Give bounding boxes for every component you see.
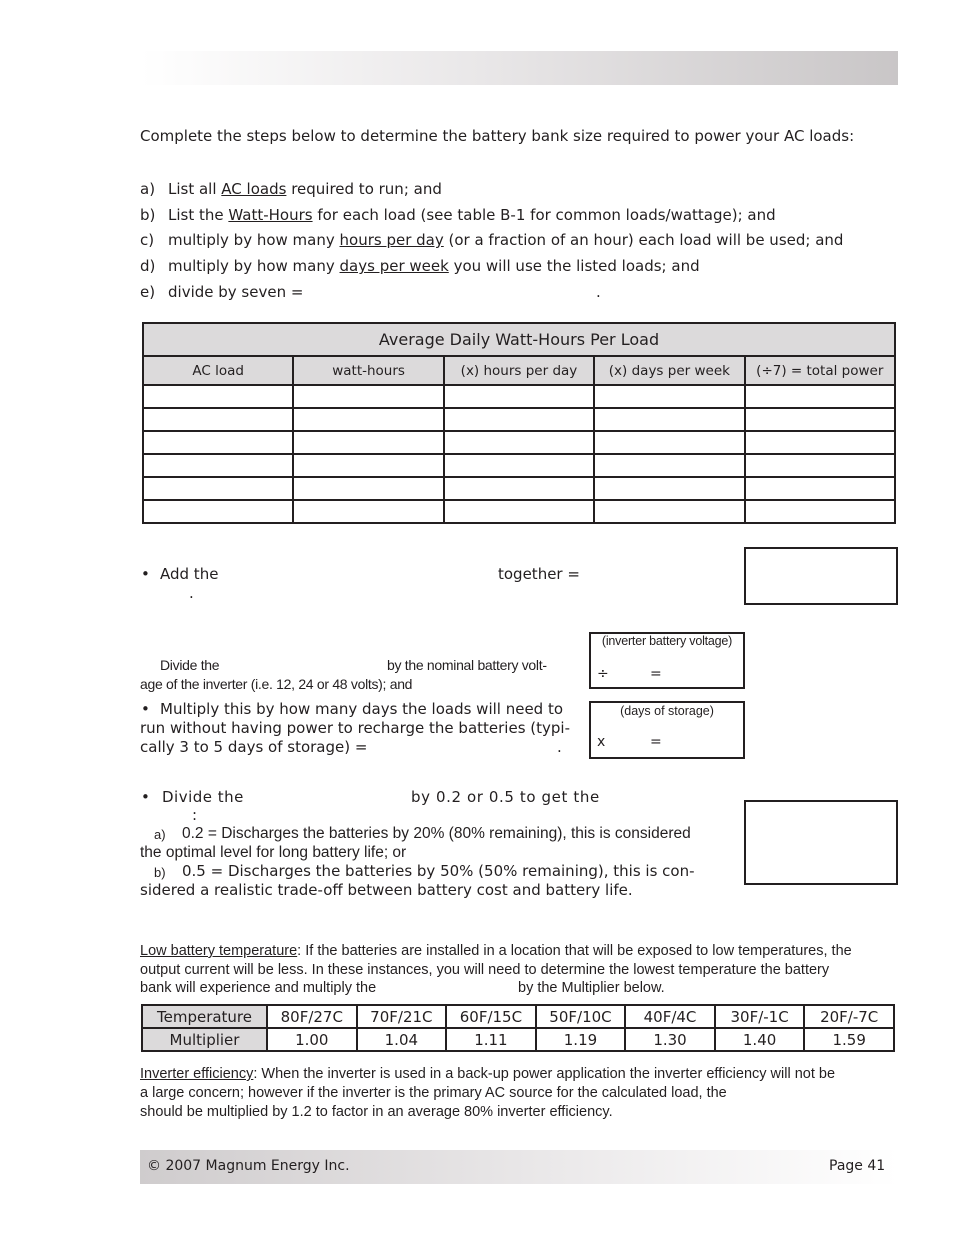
step-keyword: AC loads <box>221 180 287 198</box>
multiplier-cell: 1.00 <box>267 1028 357 1051</box>
low-temp-heading: Low battery temperature <box>140 943 298 959</box>
table-cell[interactable] <box>594 454 744 477</box>
step-keyword: Watt-Hours <box>228 206 313 224</box>
multiply-days-line1: Multiply this by how many days the loads will need to <box>160 700 564 718</box>
inverter-eff-line1: Inverter efficiency: When the inverter is used in a back-up power application the inverter efficiency will not be <box>140 1066 836 1082</box>
table-cell[interactable] <box>444 500 594 523</box>
table-cell[interactable] <box>745 454 895 477</box>
option-a-line1: 0.2 = Discharges the batteries by 20% (80% remaining), this is considered <box>182 825 691 842</box>
table-row <box>143 454 895 477</box>
table-row <box>142 1028 894 1051</box>
table-cell[interactable] <box>444 431 594 454</box>
col-header-hours-per-day: (x) hours per day <box>444 356 594 385</box>
multiplier-cell: 1.19 <box>536 1028 626 1051</box>
together-text: together = <box>498 565 580 583</box>
table-cell[interactable] <box>745 431 895 454</box>
temperature-table <box>141 1004 895 1052</box>
equals-sign: = <box>650 734 662 750</box>
divide-the-text: Divide the <box>160 657 220 673</box>
add-period: . <box>189 584 194 602</box>
divide-sign: ÷ <box>597 666 609 682</box>
table-cell[interactable] <box>745 500 895 523</box>
total-power-box[interactable] <box>744 547 898 605</box>
step-c: c) multiply by how many hours per day (or a fraction of an hour) each load will be used; and <box>140 231 844 249</box>
table-cell[interactable] <box>444 385 594 408</box>
voltage-box-label: (inverter battery voltage) <box>601 634 733 648</box>
low-temp-line2: output current will be less. In these instances, you will need to determine the lowest temperature the battery <box>140 962 830 978</box>
table-row <box>143 500 895 523</box>
option-label: b) <box>154 865 166 880</box>
table-cell[interactable] <box>143 431 293 454</box>
intro-text: Complete the steps below to determine the battery bank size required to power your AC loads: <box>140 127 855 145</box>
table-cell[interactable] <box>143 454 293 477</box>
divide-voltage-text-line2: age of the inverter (i.e. 12, 24 or 48 volts); and <box>140 676 413 692</box>
inverter-eff-line3: should be multiplied by 1.2 to factor in an average 80% inverter efficiency. <box>140 1104 613 1120</box>
step-keyword: days per week <box>339 257 449 275</box>
table-cell[interactable] <box>143 385 293 408</box>
add-the-text: Add the <box>160 565 219 583</box>
divide-the-text: Divide the <box>162 788 244 806</box>
table-cell[interactable] <box>143 500 293 523</box>
table-cell[interactable] <box>293 385 443 408</box>
multiply-period: . <box>557 738 562 756</box>
table-row <box>143 477 895 500</box>
table-cell[interactable] <box>293 477 443 500</box>
bullet-dot: • <box>141 700 150 718</box>
temp-cell: 50F/10C <box>536 1005 626 1028</box>
table-cell[interactable] <box>143 408 293 431</box>
load-table <box>142 322 896 524</box>
multiplier-cell: 1.04 <box>357 1028 447 1051</box>
multiply-days-line2: run without having power to recharge the batteries (typi- <box>140 719 570 737</box>
low-temp-line1: Low battery temperature: If the batteries are installed in a location that will be exposed to low temperatures, the <box>140 943 852 959</box>
table-cell[interactable] <box>444 454 594 477</box>
option-a-line2: the optimal level for long battery life; or <box>140 844 407 861</box>
multiplier-cell: 1.30 <box>625 1028 715 1051</box>
low-temp-line3-pre: bank will experience and multiply the <box>140 980 377 996</box>
table-cell[interactable] <box>293 431 443 454</box>
multiply-sign: x <box>597 734 606 750</box>
inverter-eff-heading: Inverter efficiency <box>140 1066 254 1082</box>
col-header-ac-load: AC load <box>143 356 293 385</box>
divide-discharge-text: by 0.2 or 0.5 to get the <box>411 788 600 806</box>
inverter-eff-line2: a large concern; however if the inverter is the primary AC source for the calculated load, the <box>140 1085 727 1101</box>
bullet-dot: • <box>141 565 150 583</box>
temp-cell: 70F/21C <box>357 1005 447 1028</box>
table-cell[interactable] <box>293 408 443 431</box>
multiplier-row-label: Multiplier <box>142 1028 267 1051</box>
multiplier-cell: 1.40 <box>715 1028 805 1051</box>
step-label: a) <box>140 180 156 198</box>
option-b-line1: 0.5 = Discharges the batteries by 50% (50% remaining), this is con- <box>182 862 695 880</box>
temp-cell: 80F/27C <box>267 1005 357 1028</box>
step-e-period: . <box>596 283 601 301</box>
step-b: b) List the Watt-Hours for each load (see table B-1 for common loads/wattage); and <box>140 206 776 224</box>
table-cell[interactable] <box>594 408 744 431</box>
footer-page-number: Page 41 <box>829 1158 886 1174</box>
temp-cell: 30F/-1C <box>715 1005 805 1028</box>
table-cell[interactable] <box>594 385 744 408</box>
bullet-dot: • <box>141 788 150 806</box>
step-e: e) divide by seven = <box>140 283 304 301</box>
temp-cell: 20F/-7C <box>804 1005 894 1028</box>
multiplier-cell: 1.59 <box>804 1028 894 1051</box>
low-temp-line3-post: by the Multiplier below. <box>518 980 665 996</box>
table-row <box>143 408 895 431</box>
table-cell[interactable] <box>444 408 594 431</box>
table-cell[interactable] <box>745 408 895 431</box>
temperature-row-label: Temperature <box>142 1005 267 1028</box>
temp-cell: 40F/4C <box>625 1005 715 1028</box>
battery-bank-box[interactable] <box>744 800 898 885</box>
table-cell[interactable] <box>444 477 594 500</box>
table-cell[interactable] <box>594 477 744 500</box>
divide-voltage-text: by the nominal battery volt- <box>387 657 547 673</box>
step-label: b) <box>140 206 156 224</box>
table-cell[interactable] <box>745 477 895 500</box>
voltage-box[interactable] <box>589 632 745 689</box>
table-cell[interactable] <box>594 500 744 523</box>
table-cell[interactable] <box>293 500 443 523</box>
col-header-total-power: (÷7) = total power <box>745 356 895 385</box>
step-d: d) multiply by how many days per week you will use the listed loads; and <box>140 257 700 275</box>
step-label: c) <box>140 231 155 249</box>
header-bar <box>140 51 898 85</box>
table-row <box>142 1005 894 1028</box>
col-header-watt-hours: watt-hours <box>293 356 443 385</box>
temp-cell: 60F/15C <box>446 1005 536 1028</box>
table-row <box>143 385 895 408</box>
equals-sign: = <box>650 666 662 682</box>
load-table-title: Average Daily Watt-Hours Per Load <box>143 323 895 356</box>
table-cell[interactable] <box>745 385 895 408</box>
step-keyword: hours per day <box>339 231 444 249</box>
divide-colon: : <box>192 806 198 824</box>
footer-copyright: © 2007 Magnum Energy Inc. <box>147 1158 350 1174</box>
option-label: a) <box>154 827 166 842</box>
step-label: e) <box>140 283 156 301</box>
step-label: d) <box>140 257 156 275</box>
table-cell[interactable] <box>594 431 744 454</box>
table-cell[interactable] <box>293 454 443 477</box>
table-row <box>143 431 895 454</box>
option-b-line2: sidered a realistic trade-off between battery cost and battery life. <box>140 881 633 899</box>
table-cell[interactable] <box>143 477 293 500</box>
days-box[interactable] <box>589 701 745 759</box>
col-header-days-per-week: (x) days per week <box>594 356 744 385</box>
multiplier-cell: 1.11 <box>446 1028 536 1051</box>
step-a: a) List all AC loads required to run; and <box>140 180 442 198</box>
days-box-label: (days of storage) <box>620 704 714 718</box>
multiply-days-line3: cally 3 to 5 days of storage) = <box>140 738 368 756</box>
